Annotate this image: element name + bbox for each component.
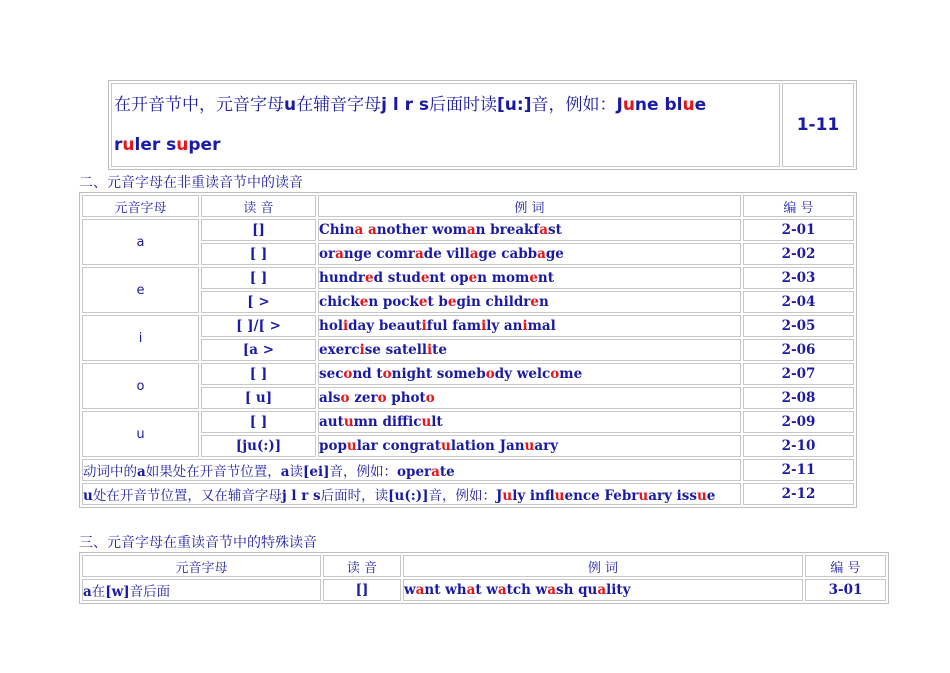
table-row: u [ ] autumn difficult 2-09 bbox=[82, 411, 854, 433]
header-vowel: 元音字母 bbox=[82, 555, 321, 577]
header-examples: 例 词 bbox=[403, 555, 803, 577]
example-words-line2: ruler super bbox=[114, 135, 221, 155]
rule-text: 在开音节中，元音字母u在辅音字母j l r s后面时读[u:]音，例如：June blue ruler super bbox=[111, 83, 780, 167]
example-words: also zero photo bbox=[318, 387, 741, 409]
section-3-title: 三、元音字母在重读音节中的特殊读音 bbox=[79, 535, 317, 551]
example-words: July influence February issue bbox=[496, 488, 716, 504]
vowel-i: i bbox=[82, 315, 199, 361]
table-unstressed bbox=[79, 192, 857, 508]
table-row: a [] China another woman breakfast 2-01 bbox=[82, 219, 854, 241]
table-row: [a > exercise satellite 2-06 bbox=[82, 339, 854, 361]
header-examples: 例 词 bbox=[318, 195, 741, 217]
table-header-row bbox=[82, 555, 886, 577]
vowel-e: e bbox=[82, 267, 199, 313]
table-row: [ju(:)] popular congratulation January 2-10 bbox=[82, 435, 854, 457]
table-row: e [ ] hundred student open moment 2-03 bbox=[82, 267, 854, 289]
header-sound: 读 音 bbox=[201, 195, 316, 217]
section-2-title: 二、元音字母在非重读音节中的读音 bbox=[79, 175, 303, 191]
header-vowel: 元音字母 bbox=[82, 195, 199, 217]
example-words: second tonight somebody welcome bbox=[318, 363, 741, 385]
rule-row-3-01: a在[w]音后面 bbox=[82, 579, 321, 601]
table-row: u处在开音节位置，又在辅音字母j l r s后面时，读[u(:)]音，例如：July influence February issue 2-12 bbox=[82, 483, 854, 505]
example-words: chicken pocket begin children bbox=[318, 291, 741, 313]
table-row: a在[w]音后面 [] want what watch wash quality 3-01 bbox=[82, 579, 886, 601]
example-words: operate bbox=[397, 464, 455, 480]
header-code: 编 号 bbox=[743, 195, 854, 217]
rule-box-1-11 bbox=[108, 80, 857, 170]
table-row: [ u] also zero photo 2-08 bbox=[82, 387, 854, 409]
example-words: exercise satellite bbox=[318, 339, 741, 361]
example-words: holiday beautiful family animal bbox=[318, 315, 741, 337]
vowel-a: a bbox=[82, 219, 199, 265]
rule-row-2-11: 动词中的a如果处在开音节位置，a读[ei]音，例如：operate bbox=[82, 459, 741, 481]
example-words: want what watch wash quality bbox=[403, 579, 803, 601]
example-words: autumn difficult bbox=[318, 411, 741, 433]
vowel-u: u bbox=[82, 411, 199, 457]
rule-code: 1-11 bbox=[782, 83, 854, 167]
example-words: popular congratulation January bbox=[318, 435, 741, 457]
rule-row-2-12: u处在开音节位置，又在辅音字母j l r s后面时，读[u(:)]音，例如：July influence February issue bbox=[82, 483, 741, 505]
table-stressed-special bbox=[79, 552, 889, 604]
table-row: o [ ] second tonight somebody welcome 2-07 bbox=[82, 363, 854, 385]
header-sound: 读 音 bbox=[323, 555, 401, 577]
table-header-row bbox=[82, 195, 854, 217]
table-row: i [ ]/[ > holiday beautiful family animal 2-05 bbox=[82, 315, 854, 337]
table-row: 动词中的a如果处在开音节位置，a读[ei]音，例如：operate 2-11 bbox=[82, 459, 854, 481]
example-words: orange comrade village cabbage bbox=[318, 243, 741, 265]
vowel-o: o bbox=[82, 363, 199, 409]
example-word: June blue bbox=[616, 95, 707, 115]
example-words: hundred student open moment bbox=[318, 267, 741, 289]
example-words: China another woman breakfast bbox=[318, 219, 741, 241]
table-row: [ ] orange comrade village cabbage 2-02 bbox=[82, 243, 854, 265]
table-row: [ > chicken pocket begin children 2-04 bbox=[82, 291, 854, 313]
header-code: 编 号 bbox=[805, 555, 886, 577]
